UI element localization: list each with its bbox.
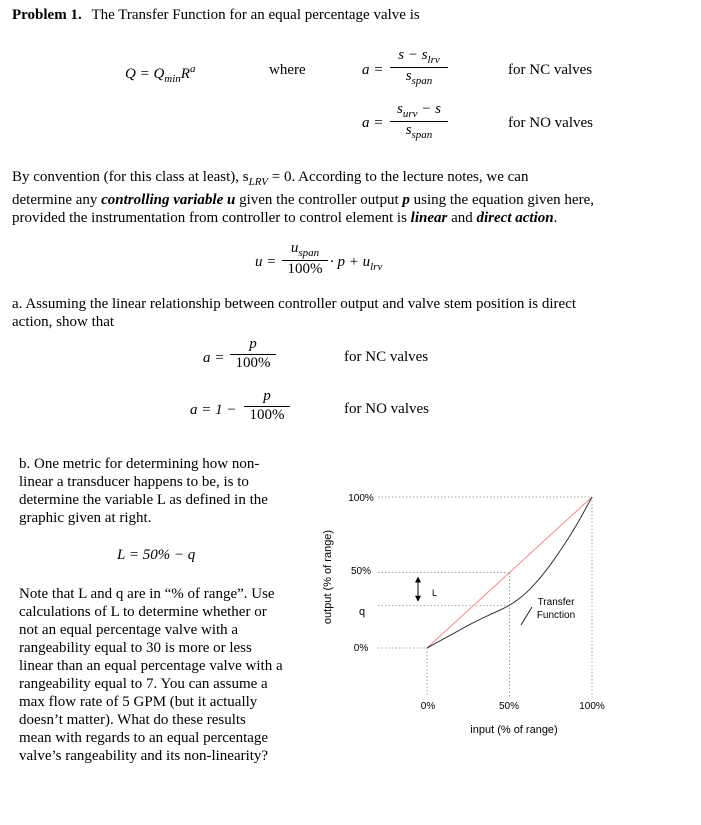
eq2-fraction: $u_{span}$ 100% [282,240,328,278]
eq1-nc-fraction: $s - s_{lrv}$ $s_{span}$ [390,47,448,87]
part-b-intro: b. One metric for determining how non- linear a transducer happens to be, is to determine the variable L as defined in the graphic given at right. [19,456,268,526]
chart-annotation-L: L [432,588,438,598]
chart-xtick-100: 100% [579,701,605,712]
part-a-no-label: for NO valves [344,401,429,417]
eq1-nc-lhs: a = [362,62,384,78]
chart-series-transfer-function [427,497,592,648]
chart-L-arrow-head-up [415,577,421,583]
part-a-nc-fraction: p 100% [230,336,276,372]
chart-xlabel: input (% of range) [470,724,558,736]
eq1-lhs: $Q = Q_{min}R^a$ [125,63,196,85]
eq1-where: where [269,62,306,78]
part-b-equation: L = 50% − q [117,547,196,563]
eq2-lhs: u = [255,254,277,270]
problem-title [12,7,420,24]
chart-tf-pointer [521,607,532,625]
convention-line-3: provided the instrumentation from controller to control element is linear and direct action. [12,210,558,226]
convention-line-1: By convention (for this class at least), $s_{LRV} = 0$. According to the lecture notes, we can [12,169,529,188]
chart-ylabel: output (% of range) [322,529,334,625]
chart-xtick-0: 0% [420,701,436,712]
chart-annotation-tf: Transfer [537,597,575,608]
part-a-nc-lhs: a = [203,350,225,366]
part-a-no-fraction: p 100% [244,388,290,424]
chart-ytick-q: q [358,606,366,618]
convention-line-2: determine any controlling variable u given the controller output p using the equation given here, [12,192,594,208]
convention-paragraph [12,168,692,227]
chart-ytick-50: 50% [350,566,372,577]
problem-statement: The Transfer Function for an equal percentage valve is [91,7,420,23]
eq1-no-lhs: a = [362,115,384,131]
eq1-no-fraction: $s_{urv} - s$ $s_{span}$ [390,101,448,141]
chart-annotation-tf-2: Function [536,610,576,621]
part-a-nc-label: for NC valves [344,349,429,365]
chart-ytick-100: 100% [348,493,374,504]
chart-series-linear [427,497,592,648]
part-a-no-lhs: a = 1 − [190,402,237,418]
chart-L-arrow-head-down [415,596,421,602]
problem-number: Problem 1. [12,7,82,23]
eq2-tail: · $p + u_{lrv}$ [330,254,383,273]
part-a-text: a. Assuming the linear relationship between controller output and valve stem position is direct action, show that [12,296,577,330]
part-b-note: Note that L and q are in “% of range”. Use calculations of L to determine whether or not an equal percentage valve with a rangeability equal to 30 is more or less linear than an equal percentage valve with a rangeability equal to 7. You can assume a max flow rate of 5 GPM (but it actually doesn’t matter). What do these results mean with regards to an equal percentage valve’s rangeability and its non-linearity? [19,586,283,764]
chart-ytick-0: 0% [353,643,369,654]
eq1-nc-label: for NC valves [508,62,593,78]
chart-xtick-50: 50% [498,701,520,712]
eq1-no-label: for NO valves [508,115,593,131]
